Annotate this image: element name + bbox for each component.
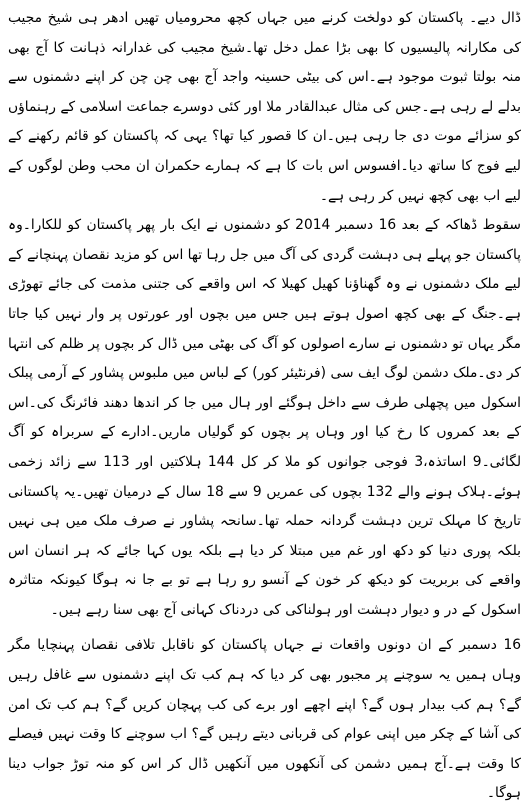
article-paragraph: ڈال دیے۔ پاکستان کو دولخت کرنے میں جہاں کچھ محرومیاں تھیں ادھر ہی شیخ مجیب کی مکارانہ پالیسیوں کا بھی بڑا عمل دخل تھا۔شیخ مجیب کی غدارانہ ذہانت کا آج بھی منہ بولتا ثبوت موجود ہے۔اس کی بیٹی حسینہ واجد آج بھی چن چن کر اپنے دشمنوں سے بدلے لے رہی ہے۔جس کی مثال عبدالقادر ملا اور کئی دوسرے جماعت اسلامی کے رہنماؤں کو سزائے موت دی جا رہی ہیں۔ان کا قصور کیا تھا؟ یہی کہ پاکستان کو قائم رکھنے کے لیے فوج کا ساتھ دیا۔افسوس اس بات کا ہے کہ ہمارے حکمران ان محب وطن لوگوں کے لیے اب بھی کچھ نہیں کر رہی ہے۔ bbox=[8, 10, 521, 204]
article-paragraph: 16 دسمبر کے ان دونوں واقعات نے جہاں پاکستان کو ناقابل تلافی نقصان پہنچایا مگر وہاں ہمیں یہ سوچنے پر مجبور بھی کر دیا کہ ہم کب تک اپنے دشمنوں سے غافل رہیں گے؟ ہم کب بیدار ہوں گے؟ اپنے اچھے اور برے کی کب پہچان کریں گے؟ ہم کب تک امن کی آشا کے چکر میں اپنی عوام کی قربانی دیتے رہیں گے؟ اب سوچنے کا وقت نہیں فیصلے کا وقت ہے۔آج ہمیں دشمن کی آنکھوں میں آنکھیں ڈال کر اس کو منہ توڑ جواب دینا ہوگا۔ bbox=[8, 637, 521, 802]
article-paragraph: سقوط ڈھاکہ کے بعد 16 دسمبر 2014 کو دشمنوں نے ایک بار پھر پاکستان کو للکارا۔وہ پاکستان جو پہلے ہی دہشت گردی کی آگ میں جل رہا تھا اس کو مزید نقصان پہنچانے کے لیے ملک دشمنوں نے وہ گھناؤنا کھیل کھیلا کہ اس واقعے کی جتنی مذمت کی جائے تھوڑی ہے۔جنگ کے بھی کچھ اصول ہوتے ہیں جس میں بچوں اور عورتوں پر وار نہیں کیا جاتا مگر یہاں تو دشمنوں نے سارے اصولوں کو آگ کی بھٹی میں ڈال کر بچوں پر ظلم کی انتہا کر دی۔ملک دشمن لوگ ایف سی (فرنٹیئر کور) کے لباس میں ملبوس پشاور کے آرمی پبلک اسکول میں پچھلی طرف سے داخل ہوگئے اور ہال میں جا کر اندھا دھند فائرنگ کی۔اس کے بعد کمروں کا رخ کیا اور وہاں پر بچوں کو گولیاں ماریں۔ادارے کے سربراہ کو آگ لگائی۔9 اساتذہ،3 فوجی جوانوں کو ملا کر کل 144 ہلاکتیں اور 113 سے زائد زخمی ہوئے۔ہلاک ہونے والے 132 بچوں کی عمریں 9 سے 18 سال کے درمیان تھیں۔یہ پاکستانی تاریخ کا مہلک ترین دہشت گردانہ حملہ تھا۔سانحہ پشاور نے صرف ملک میں ہی نہیں بلکہ پوری دنیا کو دکھ اور غم میں مبتلا کر دیا ہے بلکہ یوں کہا جائے کہ ہر انسان اس واقعے کی بربریت کو دیکھ کر خون کے آنسو رو رہا ہے تو بے جا نہ ہوگا کیونکہ متاثرہ اسکول کے در و دیوار دہشت اور ہولناکی کی دردناک کہانی آج بھی سنا رہے ہیں۔ bbox=[8, 217, 522, 618]
